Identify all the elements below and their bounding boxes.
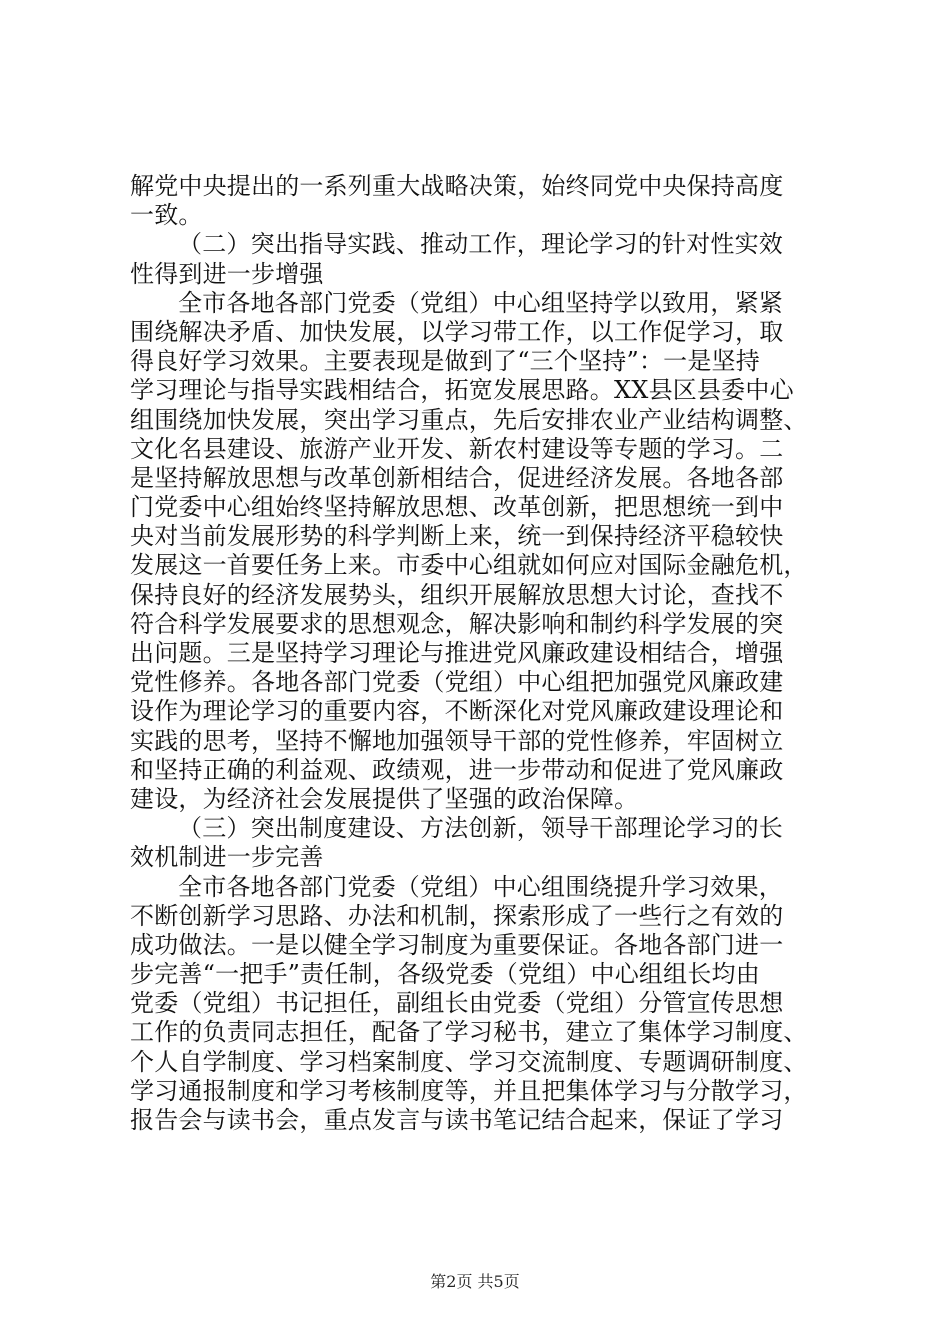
text-line: 个人自学制度、学习档案制度、学习交流制度、专题调研制度、 — [130, 1047, 808, 1076]
text-line: 实践的思考，坚持不懈地加强领导干部的党性修养，牢固树立 — [130, 726, 784, 755]
text-line: 全市各地各部门党委（党组）中心组围绕提升学习效果， — [178, 872, 783, 901]
text-line: 不断创新学习思路、办法和机制，探索形成了一些行之有效的 — [130, 901, 784, 930]
text-line: 工作的负责同志担任，配备了学习秘书，建立了集体学习制度、 — [130, 1018, 808, 1047]
text-line: 建设，为经济社会发展提供了坚强的政治保障。 — [130, 784, 639, 813]
section-heading-line: 性得到进一步增强 — [130, 259, 324, 288]
text-line: 门党委中心组始终坚持解放思想、改革创新，把思想统一到中 — [130, 493, 784, 522]
text-line: 全市各地各部门党委（党组）中心组坚持学以致用，紧紧 — [178, 288, 783, 317]
section-heading-line: 效机制进一步完善 — [130, 843, 324, 872]
text-line: 党性修养。各地各部门党委（党组）中心组把加强党风廉政建 — [130, 668, 784, 697]
text-line: 文化名县建设、旅游产业开发、新农村建设等专题的学习。二 — [130, 434, 784, 463]
text-line: 保持良好的经济发展势头，组织开展解放思想大讨论，查找不 — [130, 580, 784, 609]
text-line: 报告会与读书会，重点发言与读书笔记结合起来，保证了学习 — [130, 1106, 784, 1134]
text-line: 步完善“一把手”责任制，各级党委（党组）中心组组长均由 — [130, 960, 760, 989]
section-heading-line: （三）突出制度建设、方法创新，领导干部理论学习的长 — [178, 814, 783, 843]
text-line: 是坚持解放思想与改革创新相结合，促进经济发展。各地各部 — [130, 463, 784, 492]
section-heading-line: （二）突出指导实践、推动工作，理论学习的针对性实效 — [178, 230, 783, 259]
text-line: 学习通报制度和学习考核制度等，并且把集体学习与分散学习， — [130, 1076, 808, 1105]
text-line: 一致。 — [130, 201, 203, 230]
text-line: 发展这一首要任务上来。市委中心组就如何应对国际金融危机， — [130, 551, 808, 580]
text-line: 成功做法。一是以健全学习制度为重要保证。各地各部门进一 — [130, 930, 784, 959]
text-line: 党委（党组）书记担任，副组长由党委（党组）分管宣传思想 — [130, 989, 784, 1018]
text-line: 围绕解决矛盾、加快发展，以学习带工作，以工作促学习，取 — [130, 317, 784, 346]
text-line: 学习理论与指导实践相结合，拓宽发展思路。XX县区县委中心 — [130, 376, 794, 405]
text-line: 组围绕加快发展，突出学习重点，先后安排农业产业结构调整、 — [130, 405, 808, 434]
text-line: 得良好学习效果。主要表现是做到了“三个坚持”：一是坚持 — [130, 347, 760, 376]
text-line: 和坚持正确的利益观、政绩观，进一步带动和促进了党风廉政 — [130, 755, 784, 784]
text-line: 设作为理论学习的重要内容，不断深化对党风廉政建设理论和 — [130, 697, 784, 726]
text-line: 出问题。三是坚持学习理论与推进党风廉政建设相结合，增强 — [130, 639, 784, 667]
text-line: 符合科学发展要求的思想观念，解决影响和制约科学发展的突 — [130, 609, 784, 638]
page-number-footer: 第2页 共5页 — [430, 1272, 520, 1291]
text-line: 解党中央提出的一系列重大战略决策，始终同党中央保持高度 — [130, 172, 784, 200]
body-text — [130, 172, 830, 1135]
text-line: 央对当前发展形势的科学判断上来，统一到保持经济平稳较快 — [130, 522, 784, 551]
